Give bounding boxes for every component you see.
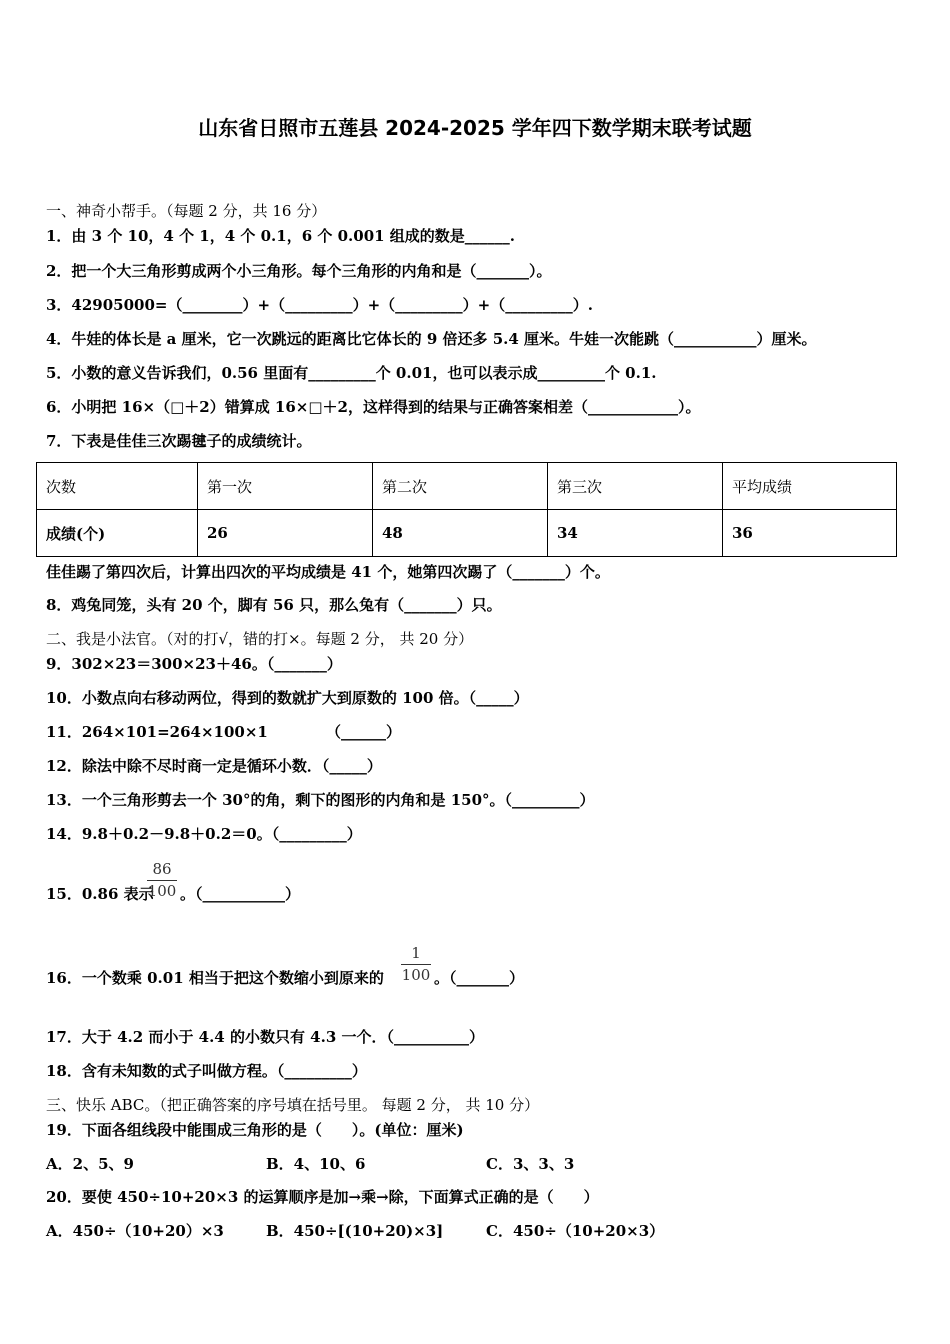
question-9: 9．302×23＝300×23＋46。（_______）: [46, 655, 342, 673]
question-20: 20．要使 450÷10+20×3 的运算顺序是加→乘→除，下面算式正确的是（ ）: [46, 1188, 599, 1206]
table-cell: 平均成绩: [723, 463, 897, 510]
question-15: 15．0.86 表示: [46, 885, 154, 903]
table-cell: 第一次: [198, 463, 373, 510]
question-7-continued: 佳佳踢了第四次后，计算出四次的平均成绩是 41 个，她第四次踢了（_______）个。: [46, 563, 610, 581]
q20-option-a: A．450÷（10+20）×3: [46, 1222, 224, 1240]
q20-option-c: C．450÷（10+20×3）: [486, 1222, 665, 1240]
q19-option-c: C．3、3、3: [486, 1155, 575, 1173]
fraction-numerator: 1: [411, 944, 421, 962]
section-heading-1: 一、神奇小帮手。（每题 2 分，共 16 分）: [46, 202, 327, 220]
question-10: 10．小数点向右移动两位，得到的数就扩大到原数的 100 倍。（_____）: [46, 689, 529, 707]
question-16-blank: 。（_______）: [434, 969, 525, 987]
q20-option-b: B．450÷[(10+20)×3]: [266, 1222, 444, 1240]
table-cell: 36: [723, 510, 897, 557]
fraction-bar: [147, 880, 177, 881]
question-11-blank: （______）: [326, 723, 402, 741]
fraction-1-100: [401, 944, 431, 984]
question-13: 13．一个三角形剪去一个 30°的角，剩下的图形的内角和是 150°。（_________）: [46, 791, 595, 809]
question-11: 11．264×101=264×100×1: [46, 723, 268, 741]
table-cell: 成绩(个): [37, 510, 198, 557]
table-cell: 26: [198, 510, 373, 557]
table-cell: 第三次: [548, 463, 723, 510]
question-19: 19．下面各组线段中能围成三角形的是（ ）。(单位：厘米): [46, 1121, 464, 1139]
question-16: 16．一个数乘 0.01 相当于把这个数缩小到原来的: [46, 969, 384, 987]
section-heading-2: 二、我是小法官。（对的打√，错的打×。每题 2 分， 共 20 分）: [46, 630, 474, 648]
question-17: 17．大于 4.2 而小于 4.4 的小数只有 4.3 一个．（__________）: [46, 1028, 484, 1046]
table-cell: 次数: [37, 463, 198, 510]
question-1: 1．由 3 个 10，4 个 1，4 个 0.1，6 个 0.001 组成的数是______.: [46, 227, 516, 245]
question-3: 3．42905000=（________）+（_________）+（_________）+（_________）.: [46, 296, 593, 314]
question-5: 5．小数的意义告诉我们，0.56 里面有_________个 0.01，也可以表示成_________个 0.1.: [46, 364, 657, 382]
table-cell: 第二次: [373, 463, 548, 510]
fraction-bar: [401, 964, 431, 965]
question-7: 7．下表是佳佳三次踢毽子的成绩统计。: [46, 432, 312, 450]
question-15-blank: 。（___________）: [180, 885, 301, 903]
question-14: 14．9.8＋0.2－9.8＋0.2＝0。（_________）: [46, 825, 362, 843]
question-8: 8．鸡兔同笼，头有 20 个，脚有 56 只，那么兔有（_______）只。: [46, 596, 502, 614]
q19-option-b: B．4、10、6: [266, 1155, 366, 1173]
fraction-numerator: 86: [152, 860, 172, 878]
question-2: 2．把一个大三角形剪成两个小三角形。每个三角形的内角和是（_______）。: [46, 262, 552, 280]
question-6: 6．小明把 16×（□＋2）错算成 16×□＋2，这样得到的结果与正确答案相差（____________）。: [46, 398, 701, 416]
table-header-row: [37, 463, 897, 510]
section-heading-3: 三、快乐 ABC。（把正确答案的序号填在括号里。 每题 2 分， 共 10 分）: [46, 1096, 540, 1114]
table-cell: 34: [548, 510, 723, 557]
fraction-denominator: 100: [401, 966, 431, 984]
table-row: [37, 510, 897, 557]
question-12: 12．除法中除不尽时商一定是循环小数．（_____）: [46, 757, 382, 775]
q19-option-a: A．2、5、9: [46, 1155, 134, 1173]
score-table: [36, 462, 897, 557]
fraction-denominator: 100: [147, 882, 177, 900]
fraction-86-100: [147, 860, 177, 900]
table-cell: 48: [373, 510, 548, 557]
question-4: 4．牛娃的体长是 a 厘米，它一次跳远的距离比它体长的 9 倍还多 5.4 厘米。牛娃一次能跳（___________）厘米。: [46, 330, 817, 348]
page-title: 山东省日照市五莲县 2024-2025 学年四下数学期末联考试题: [198, 116, 752, 140]
question-18: 18．含有未知数的式子叫做方程。（_________）: [46, 1062, 367, 1080]
